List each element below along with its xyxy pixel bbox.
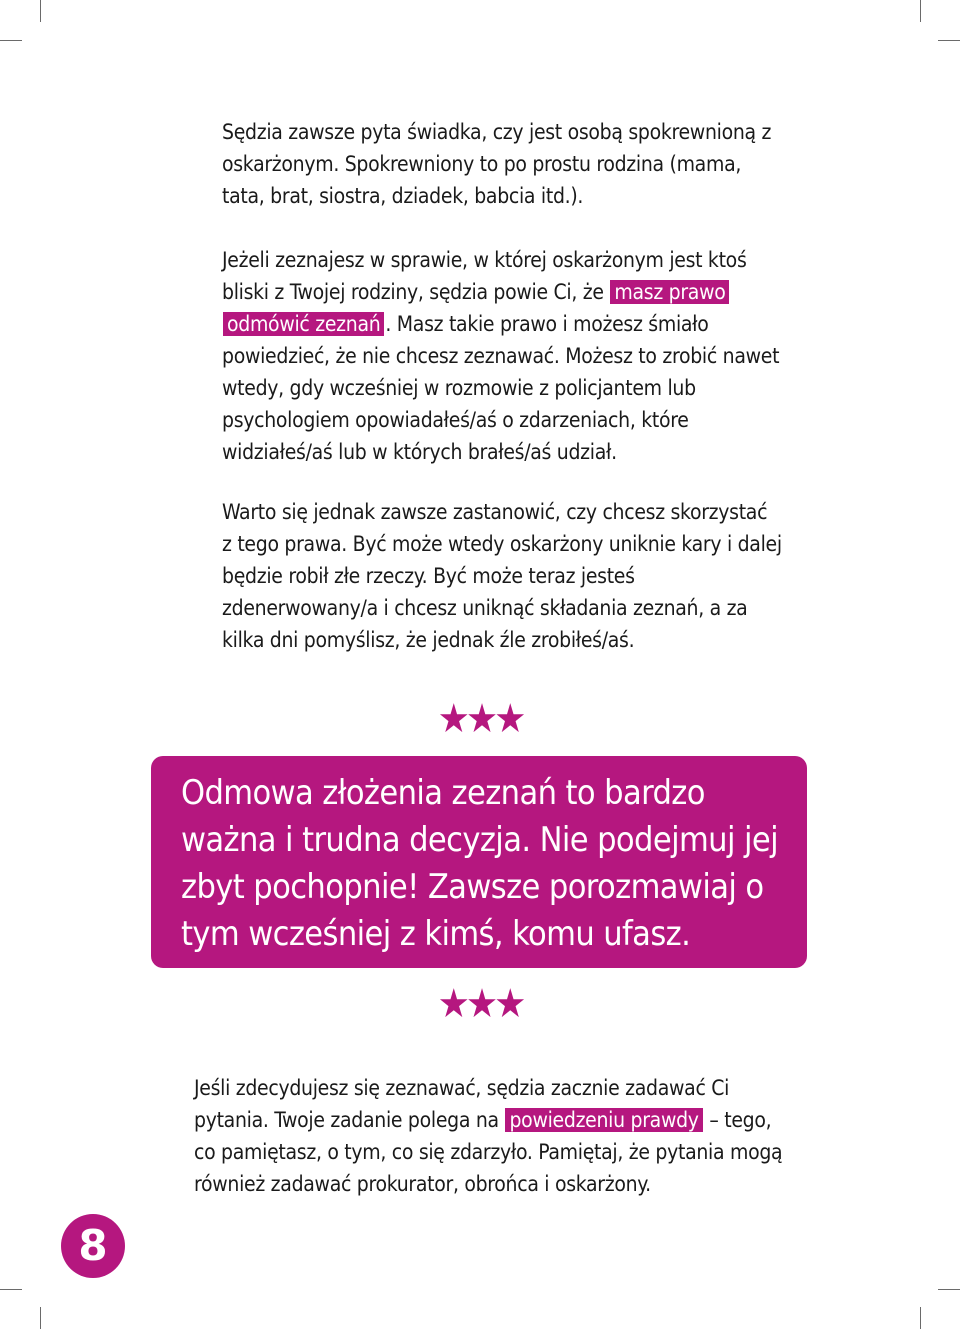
crop-mark (40, 1307, 41, 1329)
crop-mark (40, 0, 41, 22)
callout-box (151, 756, 807, 968)
paragraph-text: Jeżeli zeznajesz w sprawie, w której oskarżonym jest ktoś bliski z Twojej rodziny, sędzia powie Ci, że (222, 248, 747, 304)
page-number: 8 (61, 1214, 125, 1278)
highlight-right-to-refuse: masz prawo odmówić zeznań (223, 280, 729, 336)
crop-mark (0, 1289, 22, 1290)
crop-mark (920, 0, 921, 22)
crop-mark (0, 40, 22, 41)
star-separator-icon: ★★★ (437, 696, 523, 742)
highlight-truth: powiedzeniu prawdy (505, 1108, 702, 1132)
paragraph-consider: Warto się jednak zawsze zastanowić, czy chcesz skorzystać z tego prawa. Być może wtedy oskarżony uniknie kary i dalej będzie robił złe rzeczy. Być może teraz jesteś zdenerwowany/a i chcesz uniknąć składania zeznań, a za kilka dni pomyślisz, że jednak źle zrobiłeś/aś. (222, 500, 782, 652)
paragraph-text: . Masz takie prawo i możesz śmiało powiedzieć, że nie chcesz zeznawać. Możesz to zrobić nawet wtedy, gdy wcześniej w rozmowie z policjantem lub psychologiem opowiadałeś/aś o zdarzeniach, które widziałeś/aś lub w których brałeś/aś udział. (222, 312, 780, 464)
paragraph-text: Jeśli zdecydujesz się zeznawać, sędzia zacznie zadawać Ci pytania. Twoje zadanie polega na (194, 1076, 730, 1132)
paragraph-testify (194, 1072, 784, 1200)
crop-mark (920, 1307, 921, 1329)
paragraph-text: – tego, co pamiętasz, o tym, co się zdarzyło. Pamiętaj, że pytania mogą również zadawać prokurator, obrońca i oskarżony. (194, 1108, 783, 1196)
crop-mark (938, 1289, 960, 1290)
crop-mark (938, 40, 960, 41)
callout-text: Odmowa złożenia zeznań to bardzo ważna i trudna decyzja. Nie podejmuj jej zbyt pochopnie! Zawsze porozmawiaj o tym wcześniej z kimś, komu ufasz. (181, 773, 778, 954)
paragraph-right-to-refuse (222, 244, 782, 468)
paragraph-relatives: Sędzia zawsze pyta świadka, czy jest osobą spokrewnioną z oskarżonym. Spokrewniony to po prostu rodzina (mama, tata, brat, siostra, dziadek, babcia itd.). (222, 120, 772, 208)
star-separator-icon: ★★★ (437, 981, 523, 1027)
